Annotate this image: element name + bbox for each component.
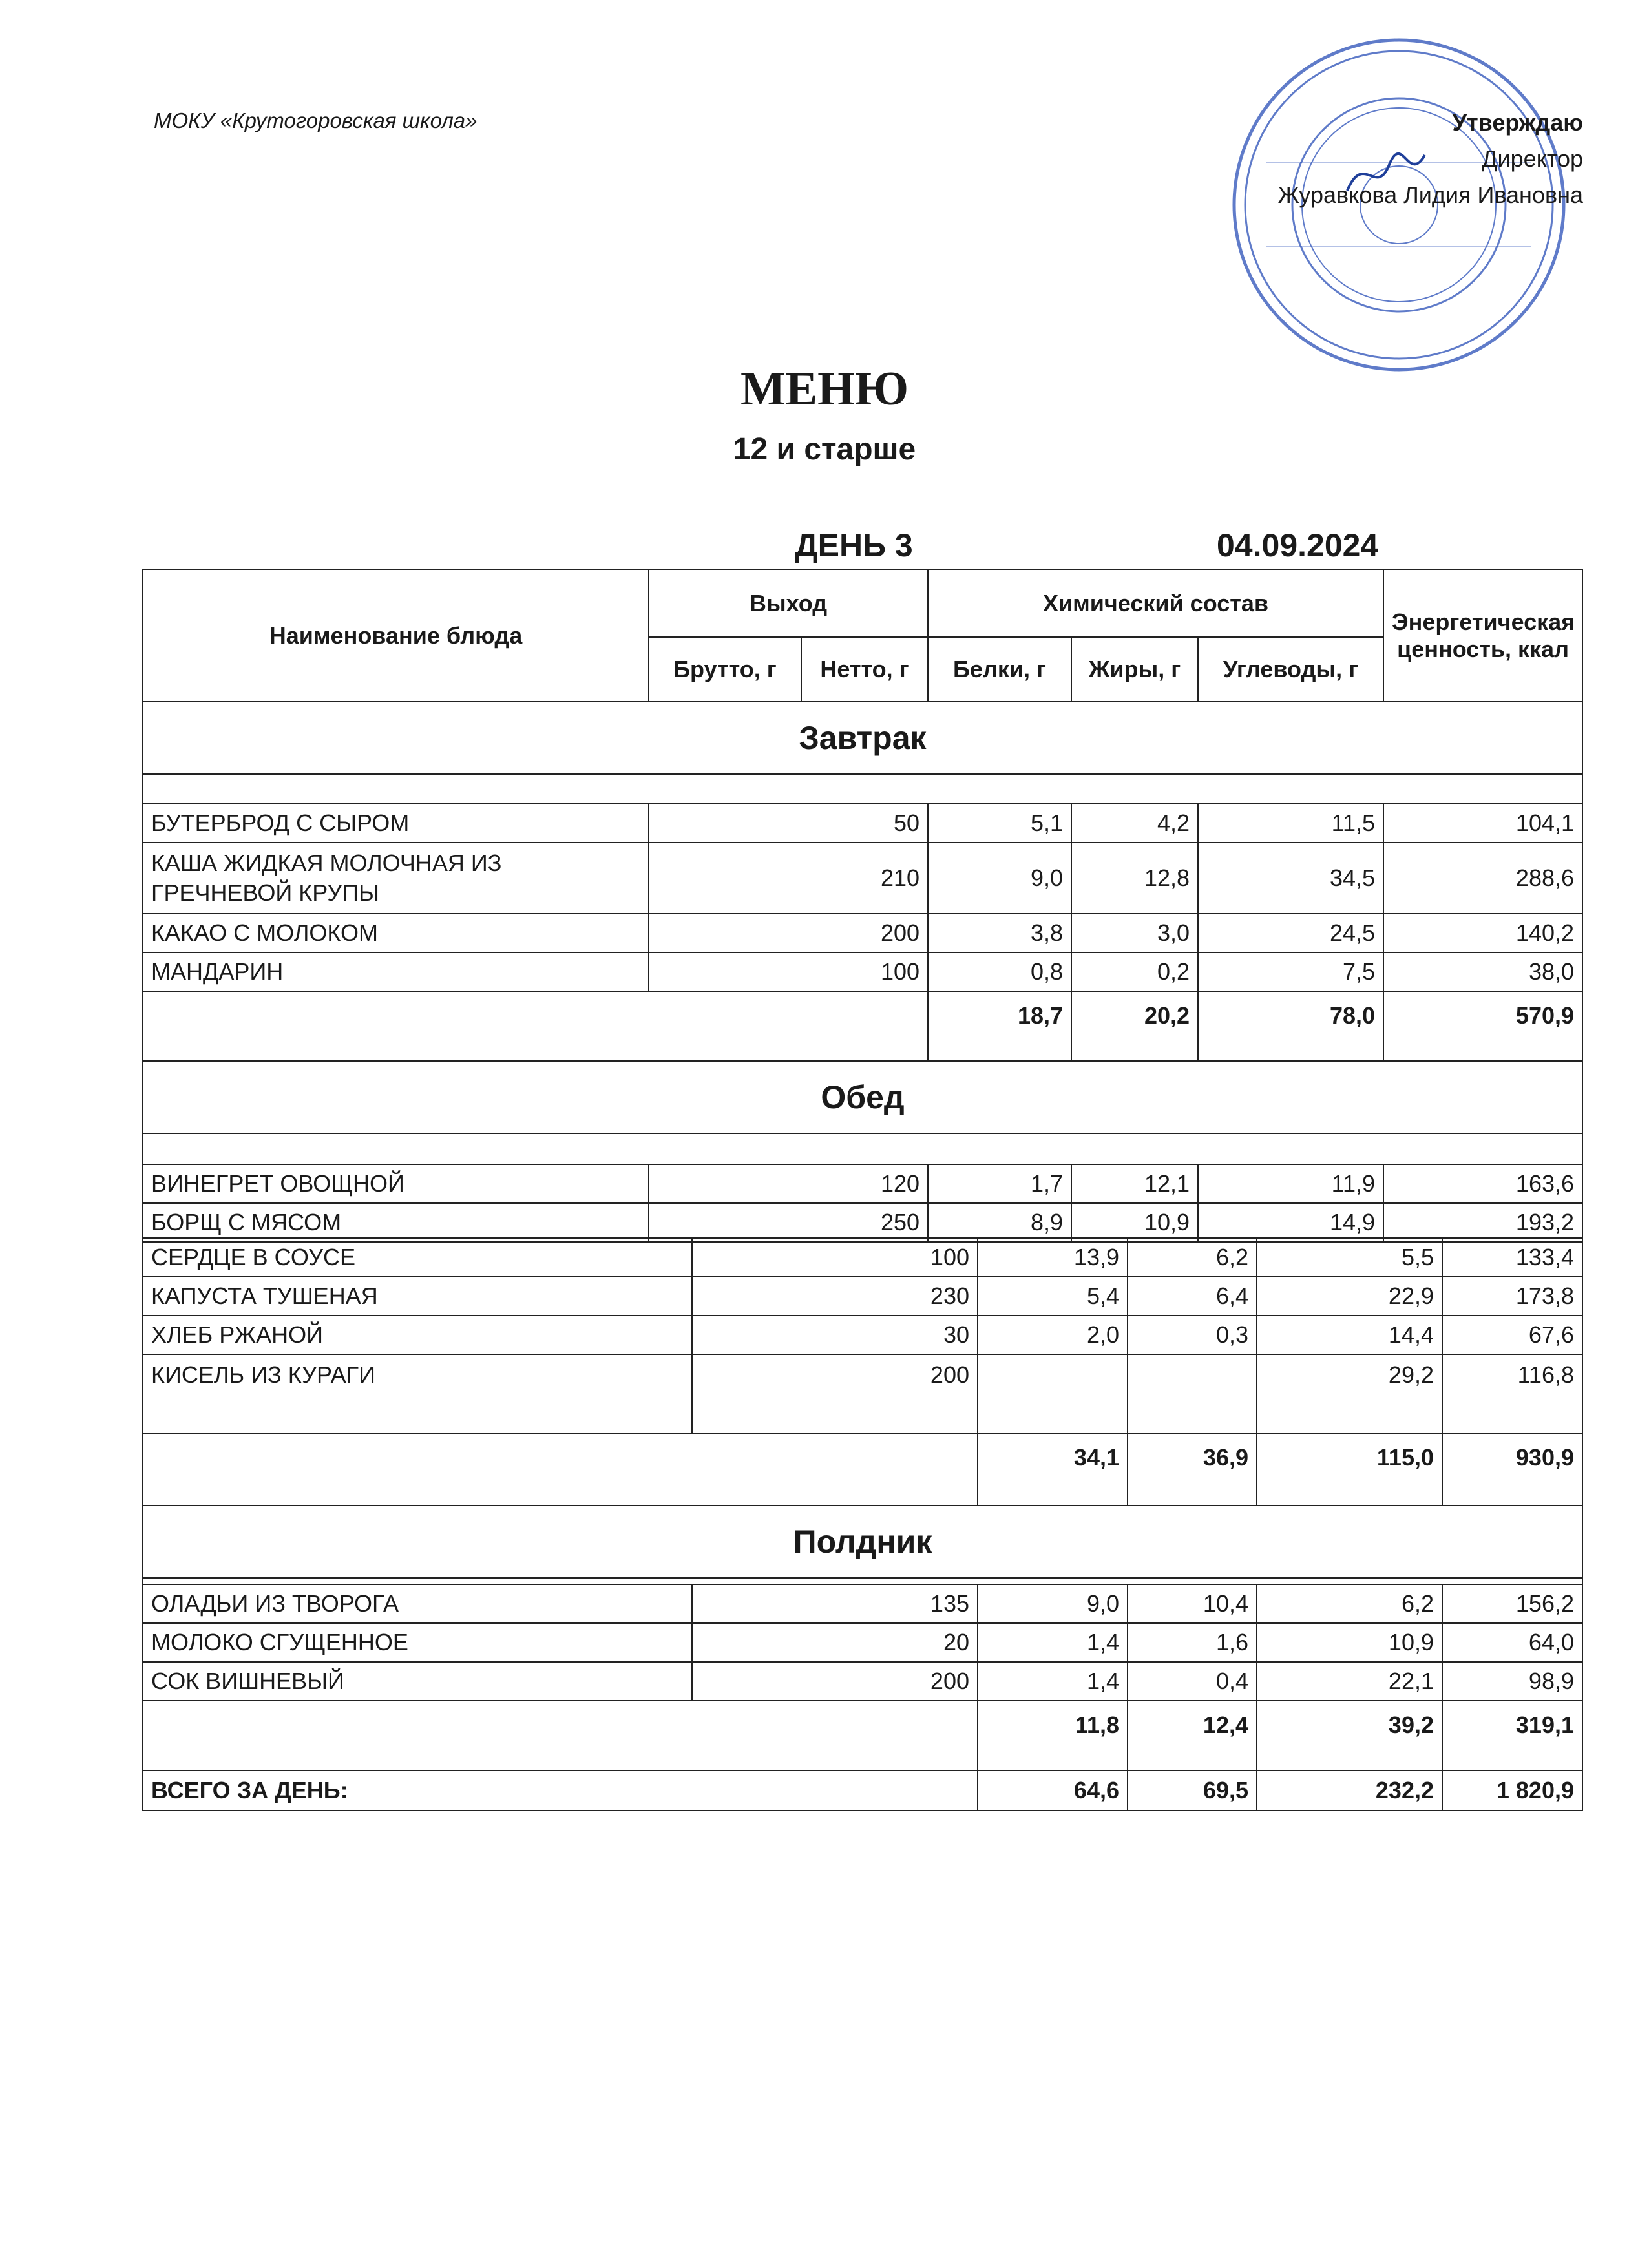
dish-output: 100 (692, 1238, 978, 1277)
dish-proteins (978, 1354, 1128, 1433)
dish-energy: 140,2 (1383, 914, 1582, 952)
dish-proteins: 8,9 (928, 1203, 1071, 1242)
dish-energy: 156,2 (1442, 1584, 1582, 1623)
dish-energy: 98,9 (1442, 1662, 1582, 1701)
dish-name: ХЛЕБ РЖАНОЙ (143, 1316, 692, 1354)
approval-block (1215, 105, 1583, 213)
day-total-label: ВСЕГО ЗА ДЕНЬ: (143, 1770, 978, 1811)
dish-carbs: 22,1 (1257, 1662, 1442, 1701)
dish-name: БУТЕРБРОД С СЫРОМ (143, 804, 649, 843)
table-row (143, 1238, 1582, 1277)
col-proteins-header: Белки, г (928, 637, 1071, 702)
dish-energy: 67,6 (1442, 1316, 1582, 1354)
dish-carbs: 24,5 (1198, 914, 1383, 952)
dish-proteins: 0,8 (928, 952, 1071, 991)
dish-energy: 193,2 (1383, 1203, 1582, 1242)
dish-carbs: 11,9 (1198, 1164, 1383, 1203)
dish-proteins: 13,9 (978, 1238, 1128, 1277)
table-row (143, 1623, 1582, 1662)
dish-name: ВИНЕГРЕТ ОВОЩНОЙ (143, 1164, 649, 1203)
dish-output: 20 (692, 1623, 978, 1662)
dish-output: 100 (649, 952, 928, 991)
dish-proteins: 1,4 (978, 1662, 1128, 1701)
col-output-header: Выход (649, 569, 928, 637)
day-total-proteins: 64,6 (978, 1770, 1128, 1811)
total-energy: 319,1 (1442, 1701, 1582, 1770)
table-row (143, 1662, 1582, 1701)
section-lunch: Обед (143, 1061, 1582, 1133)
day-total-row (143, 1770, 1582, 1811)
dish-carbs: 29,2 (1257, 1354, 1442, 1433)
dish-name: МОЛОКО СГУЩЕННОЕ (143, 1623, 692, 1662)
dish-proteins: 3,8 (928, 914, 1071, 952)
dish-energy: 288,6 (1383, 843, 1582, 914)
day-total-carbs: 232,2 (1257, 1770, 1442, 1811)
col-name-header: Наименование блюда (143, 569, 649, 702)
dish-proteins: 5,4 (978, 1277, 1128, 1316)
dish-carbs: 5,5 (1257, 1238, 1442, 1277)
table-row (143, 1316, 1582, 1354)
col-netto-header: Нетто, г (801, 637, 928, 702)
dish-name: БОРЩ С МЯСОМ (143, 1203, 649, 1242)
dish-carbs: 22,9 (1257, 1277, 1442, 1316)
dish-proteins: 9,0 (978, 1584, 1128, 1623)
total-energy: 570,9 (1383, 991, 1582, 1061)
dish-carbs: 14,4 (1257, 1316, 1442, 1354)
table-row (143, 914, 1582, 952)
dish-output: 50 (649, 804, 928, 843)
dish-fats: 3,0 (1071, 914, 1198, 952)
section-breakfast: Завтрак (143, 702, 1582, 774)
total-fats: 12,4 (1128, 1701, 1257, 1770)
table-row (143, 1584, 1582, 1623)
total-carbs: 39,2 (1257, 1701, 1442, 1770)
dish-energy: 104,1 (1383, 804, 1582, 843)
table-row (143, 952, 1582, 991)
dish-output: 230 (692, 1277, 978, 1316)
dish-output: 210 (649, 843, 928, 914)
document-title: МЕНЮ (740, 362, 909, 415)
dish-output: 200 (692, 1662, 978, 1701)
col-energy-header: Энергетическая ценность, ккал (1383, 569, 1582, 702)
dish-output: 135 (692, 1584, 978, 1623)
section-snack: Полдник (143, 1506, 1582, 1578)
total-proteins: 11,8 (978, 1701, 1128, 1770)
col-fats-header: Жиры, г (1071, 637, 1198, 702)
dish-output: 30 (692, 1316, 978, 1354)
dish-name: КАКАО С МОЛОКОМ (143, 914, 649, 952)
dish-fats: 12,1 (1071, 1164, 1198, 1203)
dish-energy: 173,8 (1442, 1277, 1582, 1316)
dish-proteins: 1,7 (928, 1164, 1071, 1203)
total-carbs: 78,0 (1198, 991, 1383, 1061)
dish-fats: 1,6 (1128, 1623, 1257, 1662)
dish-output: 120 (649, 1164, 928, 1203)
total-fats: 20,2 (1071, 991, 1198, 1061)
table-row (143, 1164, 1582, 1203)
day-total-energy: 1 820,9 (1442, 1770, 1582, 1811)
dish-fats: 6,4 (1128, 1277, 1257, 1316)
dish-proteins: 5,1 (928, 804, 1071, 843)
total-fats: 36,9 (1128, 1433, 1257, 1506)
snack-total-row (143, 1701, 1582, 1770)
dish-carbs: 34,5 (1198, 843, 1383, 914)
approve-title: Утверждаю (1452, 109, 1583, 136)
dish-output: 250 (649, 1203, 928, 1242)
dish-name: СОК ВИШНЕВЫЙ (143, 1662, 692, 1701)
menu-table-part-2 (142, 1237, 1583, 1811)
dish-name: ОЛАДЬИ ИЗ ТВОРОГА (143, 1584, 692, 1623)
dish-proteins: 9,0 (928, 843, 1071, 914)
dish-fats: 0,4 (1128, 1662, 1257, 1701)
dish-carbs: 14,9 (1198, 1203, 1383, 1242)
breakfast-total-row (143, 991, 1582, 1061)
table-row (143, 804, 1582, 843)
dish-name: КАША ЖИДКАЯ МОЛОЧНАЯ ИЗ ГРЕЧНЕВОЙ КРУПЫ (143, 843, 649, 914)
dish-carbs: 11,5 (1198, 804, 1383, 843)
approve-name: Журавкова Лидия Ивановна (1277, 182, 1583, 208)
table-row (143, 1354, 1582, 1433)
dish-proteins: 2,0 (978, 1316, 1128, 1354)
age-group: 12 и старше (733, 432, 916, 467)
dish-fats: 10,4 (1128, 1584, 1257, 1623)
dish-name: КИСЕЛЬ ИЗ КУРАГИ (143, 1354, 692, 1433)
dish-energy: 133,4 (1442, 1238, 1582, 1277)
dish-fats: 10,9 (1071, 1203, 1198, 1242)
table-row (143, 843, 1582, 914)
total-proteins: 18,7 (928, 991, 1071, 1061)
col-chemical-header: Химический состав (928, 569, 1383, 637)
menu-table-part-1 (142, 569, 1583, 1243)
dish-fats: 6,2 (1128, 1238, 1257, 1277)
dish-energy: 38,0 (1383, 952, 1582, 991)
total-carbs: 115,0 (1257, 1433, 1442, 1506)
dish-name: МАНДАРИН (143, 952, 649, 991)
table-row (143, 1277, 1582, 1316)
dish-fats: 4,2 (1071, 804, 1198, 843)
approve-role: Директор (1482, 145, 1583, 172)
dish-fats: 0,2 (1071, 952, 1198, 991)
dish-carbs: 7,5 (1198, 952, 1383, 991)
dish-energy: 116,8 (1442, 1354, 1582, 1433)
dish-output: 200 (692, 1354, 978, 1433)
col-carbs-header: Углеводы, г (1198, 637, 1383, 702)
day-total-fats: 69,5 (1128, 1770, 1257, 1811)
dish-proteins: 1,4 (978, 1623, 1128, 1662)
dish-energy: 163,6 (1383, 1164, 1582, 1203)
dish-name: КАПУСТА ТУШЕНАЯ (143, 1277, 692, 1316)
total-proteins: 34,1 (978, 1433, 1128, 1506)
dish-carbs: 6,2 (1257, 1584, 1442, 1623)
lunch-total-row (143, 1433, 1582, 1506)
dish-fats (1128, 1354, 1257, 1433)
day-label: ДЕНЬ 3 (795, 527, 913, 563)
table-row (143, 1203, 1582, 1242)
date-label: 04.09.2024 (1217, 527, 1379, 563)
dish-energy: 64,0 (1442, 1623, 1582, 1662)
dish-name: СЕРДЦЕ В СОУСЕ (143, 1238, 692, 1277)
dish-carbs: 10,9 (1257, 1623, 1442, 1662)
total-energy: 930,9 (1442, 1433, 1582, 1506)
school-name: МОКУ «Крутогоровская школа» (154, 109, 478, 132)
dish-fats: 0,3 (1128, 1316, 1257, 1354)
dish-output: 200 (649, 914, 928, 952)
dish-fats: 12,8 (1071, 843, 1198, 914)
col-brutto-header: Брутто, г (649, 637, 801, 702)
